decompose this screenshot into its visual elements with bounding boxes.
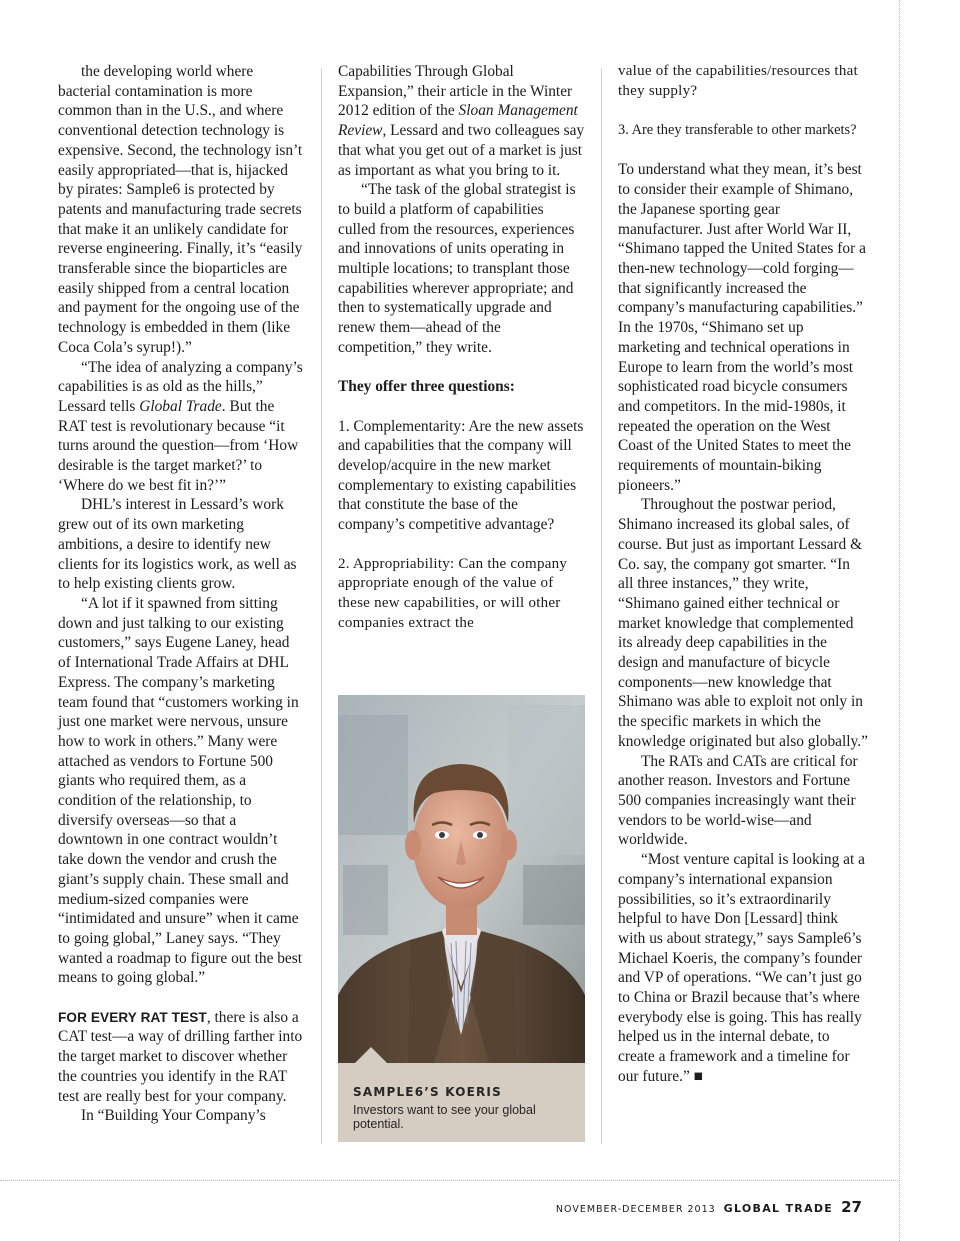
article-column-3 (618, 62, 868, 1087)
paragraph: “The task of the global strategist is to build a platform of capabilities culled from the resources, experiences and innovations of units operating in multiple locations; to transplant those capabilities wherever appropriate; and then to systematically upgrade and renew them—ahead of the competition,” they write. (338, 181, 576, 356)
paragraph: value of the capabilities/resources that they supply? (618, 63, 858, 99)
caption-pointer-icon (355, 1047, 387, 1064)
article-column-1 (58, 62, 305, 1126)
column-rule-1 (321, 68, 322, 1144)
paragraph: The RATs and CATs are critical for another reason. Investors and Fortune 500 companies increasingly want their vendors to be world-wise—and worldwide. (618, 752, 858, 849)
issue-date: NOVEMBER-DECEMBER 2013 (555, 1204, 716, 1215)
photo-caption (338, 1063, 585, 1142)
section-lead-paragraph: FOR EVERY RAT TEST, there is also a CAT test—a way of drilling farther into the target market to discover whether the countries you identify in the RAT test are really best for your company. (58, 1008, 303, 1105)
question-2: 2. Appropriability: Can the company appropriate enough of the value of these new capabilities, or will other companies extract the (338, 555, 568, 631)
caption-text: Investors want to see your global potential. (353, 1103, 536, 1131)
article-column-2 (338, 62, 585, 633)
page-edge-dotted-bottom (0, 1180, 900, 1181)
subheading: They offer three questions: (338, 378, 515, 396)
section-lead-in: FOR EVERY RAT TEST (58, 1009, 207, 1025)
paragraph: the developing world where bacterial contamination is more common than in the U.S., and where conventional detection technology is expensive. Second, the technology isn’t easily appropriated—that is, hijacked by pirates: Sample6 is protected by patents and manufacturing trade secrets that make it an unlikely candidate for reverse engineering. Finally, it’s “easily transferable since the bioparticles are easily shipped from a central location and payment for the ongoing use of the technology is embedded in them (like Coca Cola’s syrup!).” (58, 63, 303, 356)
paragraph: “The idea of analyzing a company’s capabilities is as old as the hills,” Lessard tells Global Trade. But the RAT test is revolutionary because “it turns around the question—from ‘How desirable is the target market?’ to ‘Where do we best fit in?’” (58, 358, 303, 494)
page-number: 27 (841, 1198, 862, 1216)
question-1: 1. Complementarity: Are the new assets and capabilities that the company will develop/acquire in the new market complementary to existing capabilities that constitute the base of the company’s competitive advantage? (338, 417, 584, 534)
question-3: 3. Are they transferable to other markets? (618, 122, 857, 139)
koeris-portrait (338, 695, 585, 1063)
paragraph: “Most venture capital is looking at a company’s international expansion possibilities, so it’s extraordinarily helpful to have Don [Lessard] think with us about strategy,” says Sample6’s Michael Koeris, the company’s founder and VP of operations. “We can’t just go to China or Brazil because that’s where everybody else is going. This has really helped us in the internal debate, to create a framework and a timeline for our future.” ■ (618, 851, 865, 1085)
page-edge-dotted-right (899, 0, 900, 1241)
column-rule-2 (601, 68, 602, 1144)
paragraph: Throughout the postwar period, Shimano increased its global sales, of course. But just as important Lessard & Co. say, the company got smarter. “In all three instances,” they write, “Shimano gained either technical or market knowledge that complemented its already deep capabilities in the design and manufacture of bicycle components—new knowledge that Shimano was able to exploit not only in the specific markets in which the knowledge originated but also globally.” (618, 496, 868, 750)
paragraph: To understand what they mean, it’s best to consider their example of Shimano, the Japanese sporting gear manufacturer. Just after World War II, “Shimano tapped the United States for a then-new technology—cold forging—that significantly increased the company’s manufacturing capabilities.” In the 1970s, “Shimano set up marketing and technical operations in Europe to learn from the world’s most sophisticated road bicycle consumers and competitors. In the mid-1980s, it repeated the operation on the West Coast of the United States to meet the requirements of mountain-biking pioneers.” (618, 161, 866, 494)
paragraph: Capabilities Through Global Expansion,” their article in the Winter 2012 edition of the Sloan Management Review, Lessard and two colleagues say that what you get out of a market is just as important as what you bring to it. (338, 63, 585, 179)
paragraph: DHL’s interest in Lessard’s work grew out of its own marketing ambitions, a desire to identify new clients for its logistics work, as well as to help existing clients grow. (58, 496, 297, 593)
portrait-photo (338, 695, 585, 1142)
page-footer (556, 1198, 862, 1216)
paragraph: In “Building Your Company’s (81, 1107, 266, 1125)
paragraph: “A lot if it spawned from sitting down and just talking to our existing customers,” says Eugene Laney, head of International Trade Affairs at DHL Express. The company’s marketing team found that “customers working in just one market were nervous, unsure how to work in others.” Many were attached as vendors to Fortune 500 giants who required them, as a condition of the relationship, to diversify overseas—so that a downtown in one contract wouldn’t take down the vendor and crush the giant’s supply chain. These small and medium-sized companies were “intimidated and unsure” when it came to going global,” Laney says. “They wanted a roadmap to figure out the best means to going global.” (58, 594, 303, 987)
magazine-name: GLOBAL TRADE (723, 1202, 834, 1215)
caption-title: SAMPLE6’S KOERIS (353, 1085, 502, 1099)
